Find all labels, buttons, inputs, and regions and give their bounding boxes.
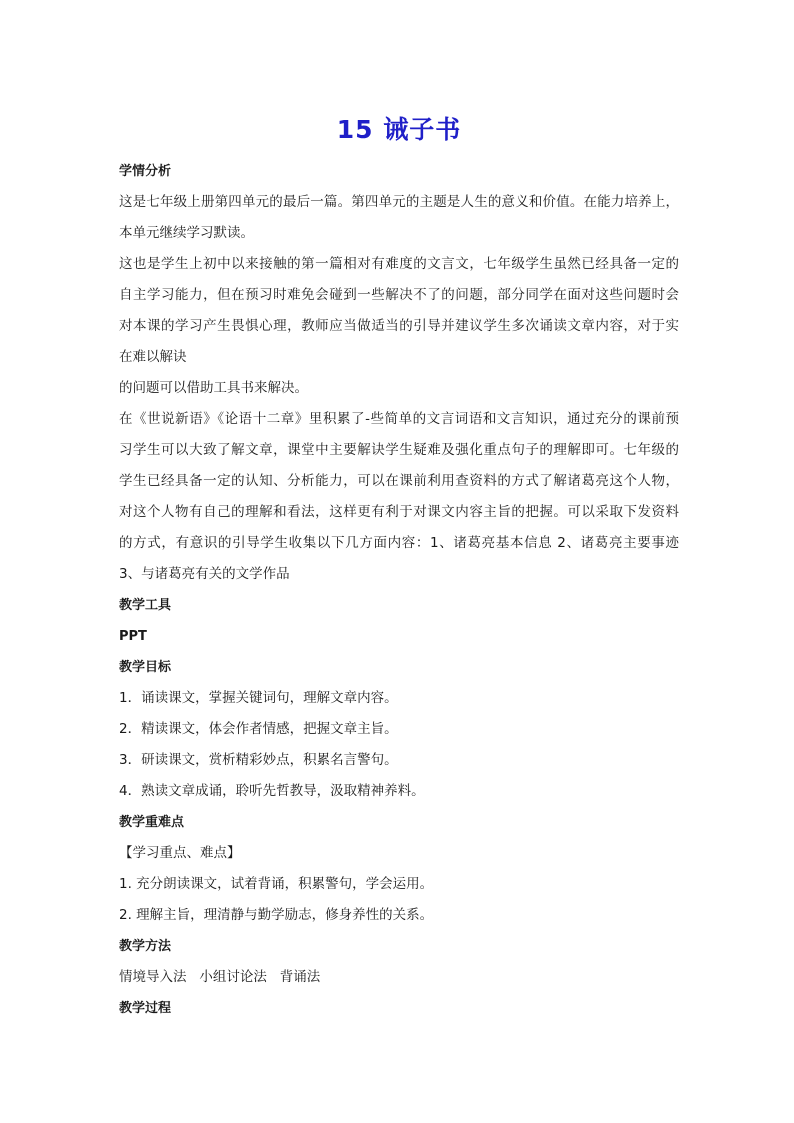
analysis-line: 3、与诸葛亮有关的文学作品 [119,566,290,582]
analysis-line: 这也是学生上初中以来接触的第一篇相对有难度的文言文，七年级学生虽然已经具备一定的 [119,256,679,272]
section-heading-goals: 教学目标 [119,660,172,675]
goal-item: 2．精读课文，体会作者情感，把握文章主旨。 [119,721,398,737]
difficulty-subheading: 【学习重点、难点】 [119,845,241,861]
goal-item: 4．熟读文章成诵，聆听先哲教导，汲取精神养料。 [119,783,425,799]
analysis-line: 本单元继续学习默读。 [119,225,254,241]
analysis-line: 自主学习能力，但在预习时难免会碰到一些解决不了的问题，部分同学在面对这些问题时会 [119,287,679,303]
analysis-line: 习学生可以大致了解文章，课堂中主要解诀学生疑难及强化重点句子的理解即可。七年级的 [119,442,679,458]
section-heading-difficulty: 教学重难点 [119,815,185,830]
difficulty-item: 2. 理解主旨，理清静与勤学励志，修身养性的关系。 [119,907,434,923]
document-title: 15 诫子书 [336,115,462,144]
analysis-line: 在难以解诀 [119,349,187,365]
methods-value: 情境导入法 小组讨论法 背诵法 [119,969,321,985]
section-heading-process: 教学过程 [119,1001,172,1016]
section-heading-tools: 教学工具 [119,598,172,613]
section-heading-analysis: 学情分析 [119,164,172,179]
analysis-line: 的问题可以借助工具书来解决。 [119,380,308,396]
analysis-line: 对这个人物有自己的理解和看法，这样更有利于对课文内容主旨的把握。可以采取下发资料 [119,504,679,520]
document-page [119,108,679,1024]
analysis-line: 的方式，有意识的引导学生收集以下几方面内容：1、诸葛亮基本信息 2、诸葛亮主要事迹 [119,535,679,551]
goal-item: 3．研读课文，赏析精彩妙点，积累名言警句。 [119,752,398,768]
analysis-line: 学生已经具备一定的认知、分析能力，可以在课前利用查资料的方式了解诸葛亮这个人物， [119,473,679,489]
tools-value: PPT [119,629,147,644]
analysis-line: 在《世说新语》《论语十二章》里积累了-些简单的文言词语和文言知识，通过充分的课前预 [119,411,679,427]
goal-item: 1．诵读课文，掌握关键词句，理解文章内容。 [119,690,398,706]
section-heading-methods: 教学方法 [119,939,172,954]
analysis-line: 对本课的学习产生畏惧心理，教师应当做适当的引导并建议学生多次诵读文章内容，对于实 [119,318,679,334]
analysis-line: 这是七年级上册第四单元的最后一篇。第四单元的主题是人生的意义和价值。在能力培养上， [119,194,679,210]
difficulty-item: 1. 充分朗读课文，试着背诵，积累警句，学会运用。 [119,876,434,892]
